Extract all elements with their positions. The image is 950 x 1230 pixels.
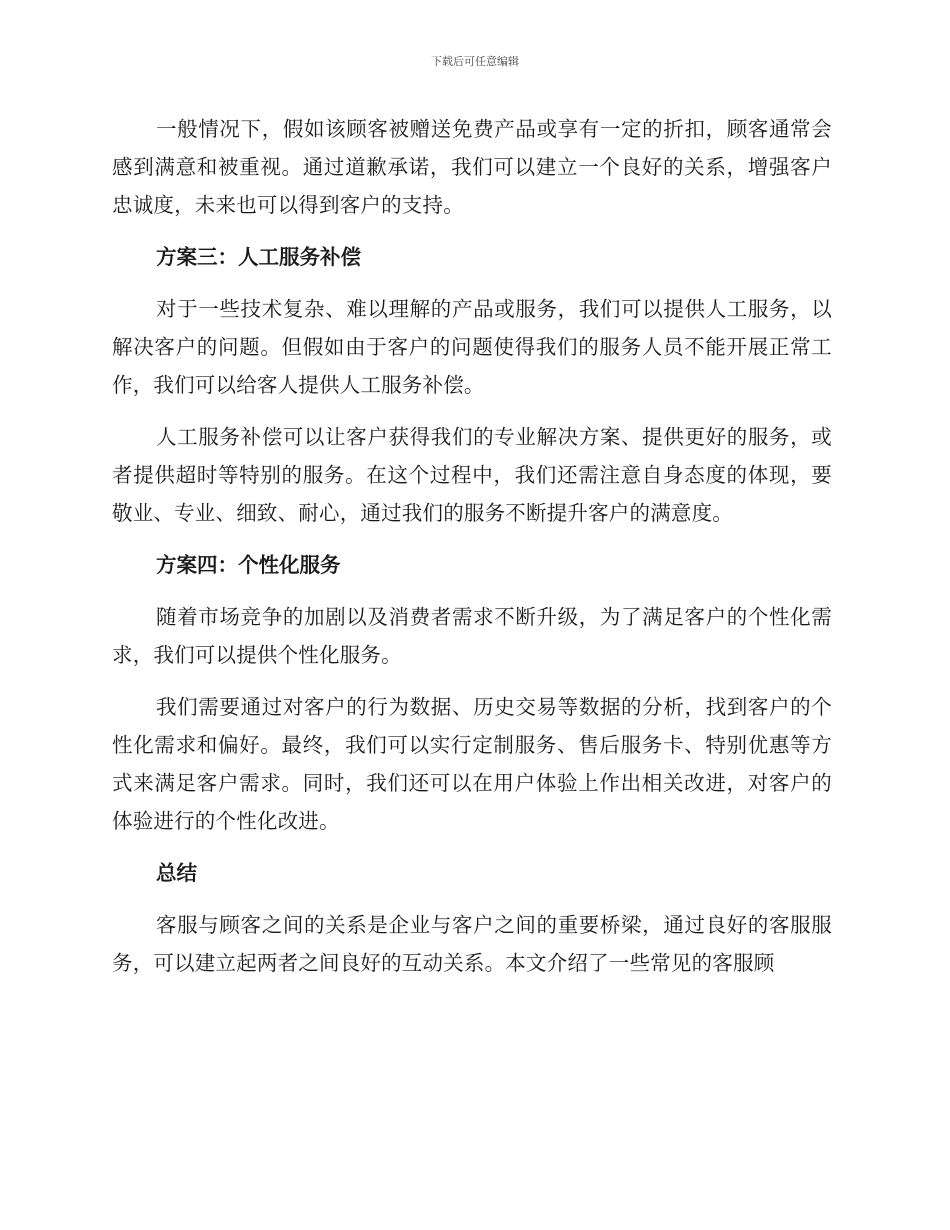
page-header: 下载后可任意编辑 (431, 55, 519, 68)
paragraph: 对于一些技术复杂、难以理解的产品或服务，我们可以提供人工服务，以解决客户的问题。但假如由于客户的问题使得我们的服务人员不能开展正常工作，我们可以给客人提供人工服务补偿。 (112, 297, 832, 397)
section-heading-summary: 总结 (156, 861, 197, 885)
document-body (112, 110, 832, 982)
paragraph: 人工服务补偿可以让客户获得我们的专业解决方案、提供更好的服务，或者提供超时等特别的服务。在这个过程中，我们还需注意自身态度的体现，要敬业、专业、细致、耐心，通过我们的服务不断提升客户的满意度。 (112, 425, 832, 525)
section-heading-plan-4: 方案四：个性化服务 (156, 553, 341, 577)
paragraph: 一般情况下，假如该顾客被赠送免费产品或享有一定的折扣，顾客通常会感到满意和被重视。通过道歉承诺，我们可以建立一个良好的关系，增强客户忠诚度，未来也可以得到客户的支持。 (112, 117, 832, 217)
paragraph: 我们需要通过对客户的行为数据、历史交易等数据的分析，找到客户的个性化需求和偏好。最终，我们可以实行定制服务、售后服务卡、特别优惠等方式来满足客户需求。同时，我们还可以在用户体验上作出相关改进，对客户的体验进行的个性化改进。 (112, 695, 832, 833)
paragraph: 客服与顾客之间的关系是企业与客户之间的重要桥梁，通过良好的客服服务，可以建立起两者之间良好的互动关系。本文介绍了一些常见的客服顾 (112, 913, 832, 975)
section-heading-plan-3: 方案三：人工服务补偿 (156, 245, 361, 269)
paragraph: 随着市场竞争的加剧以及消费者需求不断升级，为了满足客户的个性化需求，我们可以提供个性化服务。 (112, 605, 832, 667)
